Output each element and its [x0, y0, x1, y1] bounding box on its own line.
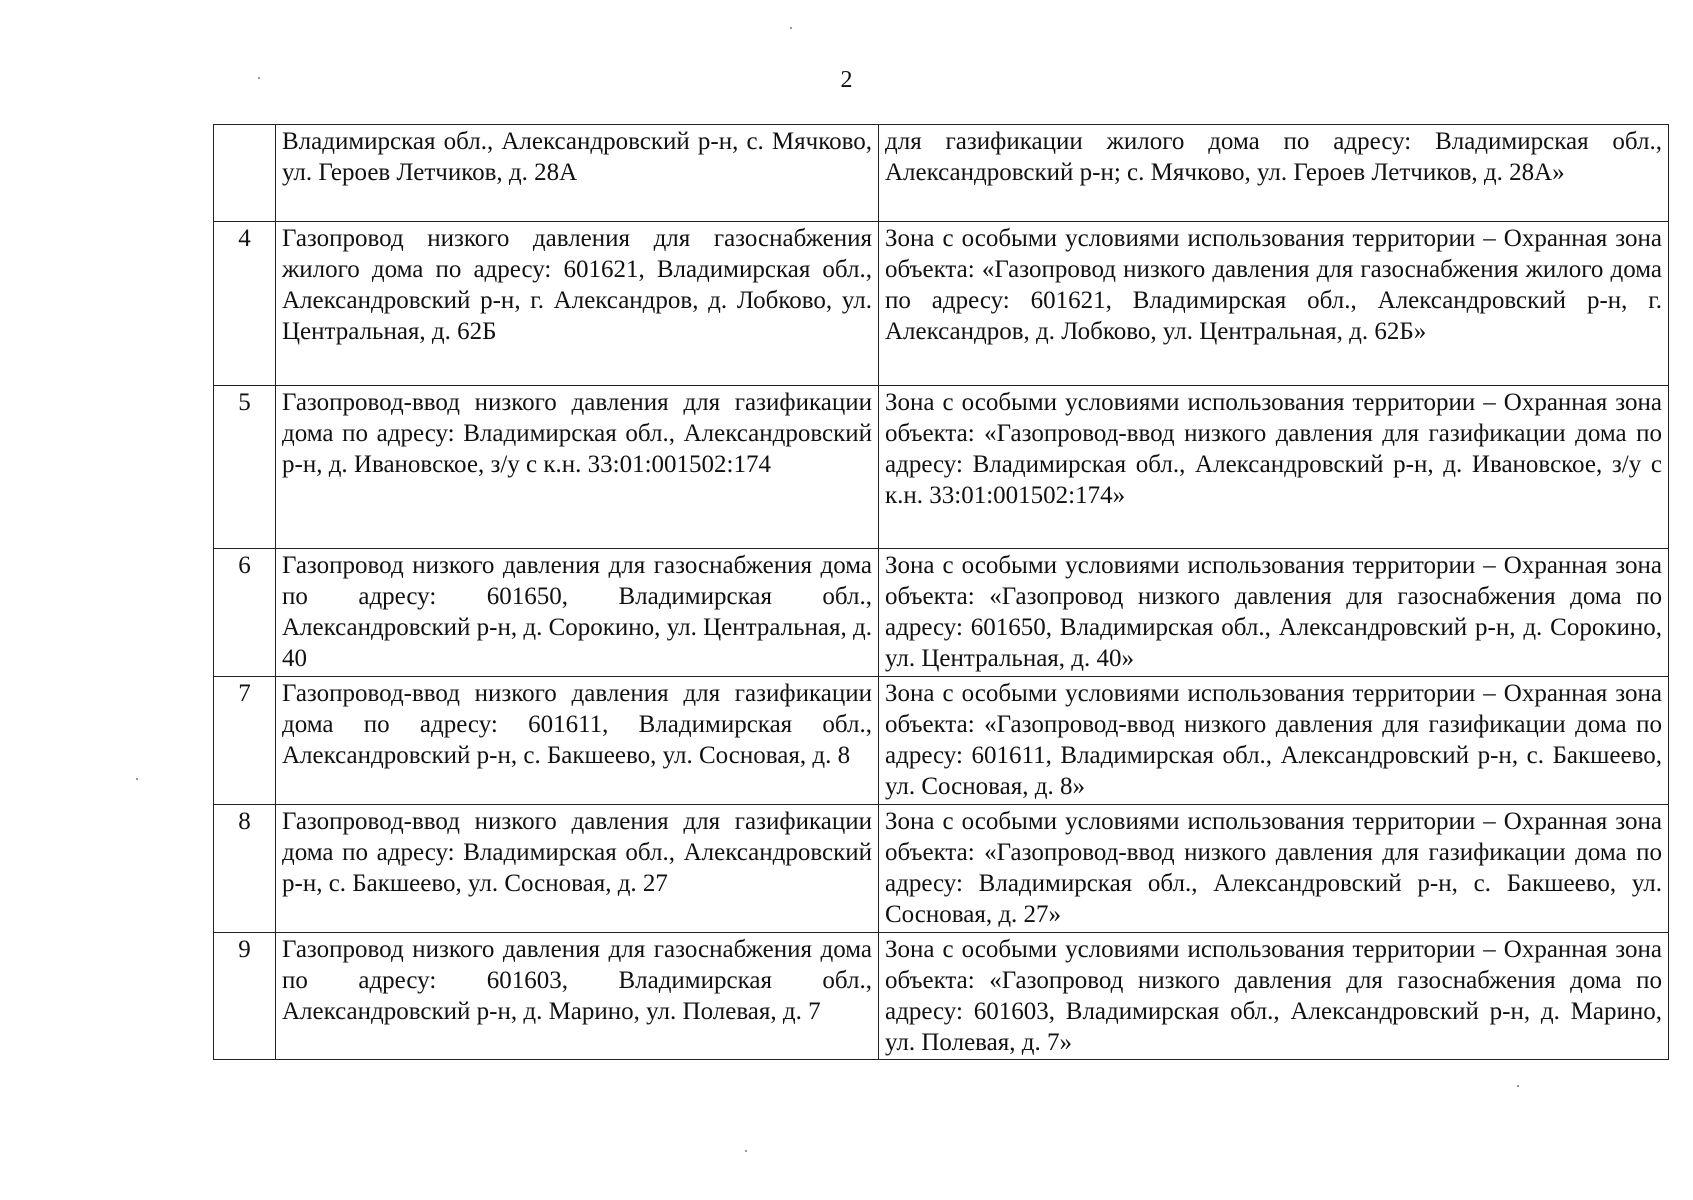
object-description: Газопровод-ввод низкого давления для газификации дома по адресу: Владимирская обл., Александровский р-н, д. Ивановское, з/у с к.н. 33:01:001502:174 — [276, 386, 879, 549]
scan-speck — [1517, 1085, 1519, 1087]
zone-description: Зона с особыми условиями использования территории – Охранная зона объекта: «Газопровод-ввод низкого давления для газификации дома по адресу: Владимирская обл., Александровский р-н, с. Бакшеево, ул. Сосновая, д. 27» — [879, 805, 1669, 933]
object-description: Газопровод-ввод низкого давления для газификации дома по адресу: 601611, Владимирская обл., Александровский р-н, с. Бакшеево, ул. Сосновая, д. 8 — [276, 677, 879, 805]
object-description: Газопровод низкого давления для газоснабжения дома по адресу: 601603, Владимирская обл., Александровский р-н, д. Марино, ул. Полевая, д. 7 — [276, 933, 879, 1060]
zone-description: Зона с особыми условиями использования территории – Охранная зона объекта: «Газопровод низкого давления для газоснабжения дома по адресу: 601650, Владимирская обл., Александровский р-н, д. Сорокино, ул. Центральная, д. 40» — [879, 549, 1669, 677]
row-number: 5 — [214, 386, 276, 549]
table-row — [214, 933, 1669, 1060]
row-number: 9 — [214, 933, 276, 1060]
row-number — [214, 125, 276, 222]
table-row — [214, 805, 1669, 933]
scan-speck — [790, 27, 792, 29]
zone-description: Зона с особыми условиями использования территории – Охранная зона объекта: «Газопровод низкого давления для газоснабжения жилого дома по адресу: 601621, Владимирская обл., Александровский р-н, г. Александров, д. Лобково, ул. Центральная, д. 62Б» — [879, 222, 1669, 386]
object-description: Владимирская обл., Александровский р-н, с. Мячково, ул. Героев Летчиков, д. 28А — [276, 125, 879, 222]
object-description: Газопровод низкого давления для газоснабжения жилого дома по адресу: 601621, Владимирская обл., Александровский р-н, г. Александров, д. Лобково, ул. Центральная, д. 62Б — [276, 222, 879, 386]
row-number: 7 — [214, 677, 276, 805]
zone-description: для газификации жилого дома по адресу: Владимирская обл., Александровский р-н; с. Мячково, ул. Героев Летчиков, д. 28А» — [879, 125, 1669, 222]
zone-description: Зона с особыми условиями использования территории – Охранная зона объекта: «Газопровод-ввод низкого давления для газификации дома по адресу: Владимирская обл., Александровский р-н, д. Ивановское, з/у с к.н. 33:01:001502:174» — [879, 386, 1669, 549]
table-row — [214, 677, 1669, 805]
table-row — [214, 386, 1669, 549]
scan-speck — [745, 1150, 747, 1152]
row-number: 8 — [214, 805, 276, 933]
object-description: Газопровод низкого давления для газоснабжения дома по адресу: 601650, Владимирская обл., Александровский р-н, д. Сорокино, ул. Центральная, д. 40 — [276, 549, 879, 677]
zones-table — [213, 124, 1669, 1060]
zone-description: Зона с особыми условиями использования территории – Охранная зона объекта: «Газопровод-ввод низкого давления для газификации дома по адресу: 601611, Владимирская обл., Александровский р-н, с. Бакшеево, ул. Сосновая, д. 8» — [879, 677, 1669, 805]
scan-speck — [136, 778, 138, 780]
row-number: 4 — [214, 222, 276, 386]
row-number: 6 — [214, 549, 276, 677]
table-row — [214, 125, 1669, 222]
scan-speck — [258, 77, 260, 79]
page-number: 2 — [840, 67, 853, 93]
object-description: Газопровод-ввод низкого давления для газификации дома по адресу: Владимирская обл., Александровский р-н, с. Бакшеево, ул. Сосновая, д. 27 — [276, 805, 879, 933]
table-row — [214, 222, 1669, 386]
zone-description: Зона с особыми условиями использования территории – Охранная зона объекта: «Газопровод низкого давления для газоснабжения дома по адресу: 601603, Владимирская обл., Александровский р-н, д. Марино, ул. Полевая, д. 7» — [879, 933, 1669, 1060]
table-row — [214, 549, 1669, 677]
